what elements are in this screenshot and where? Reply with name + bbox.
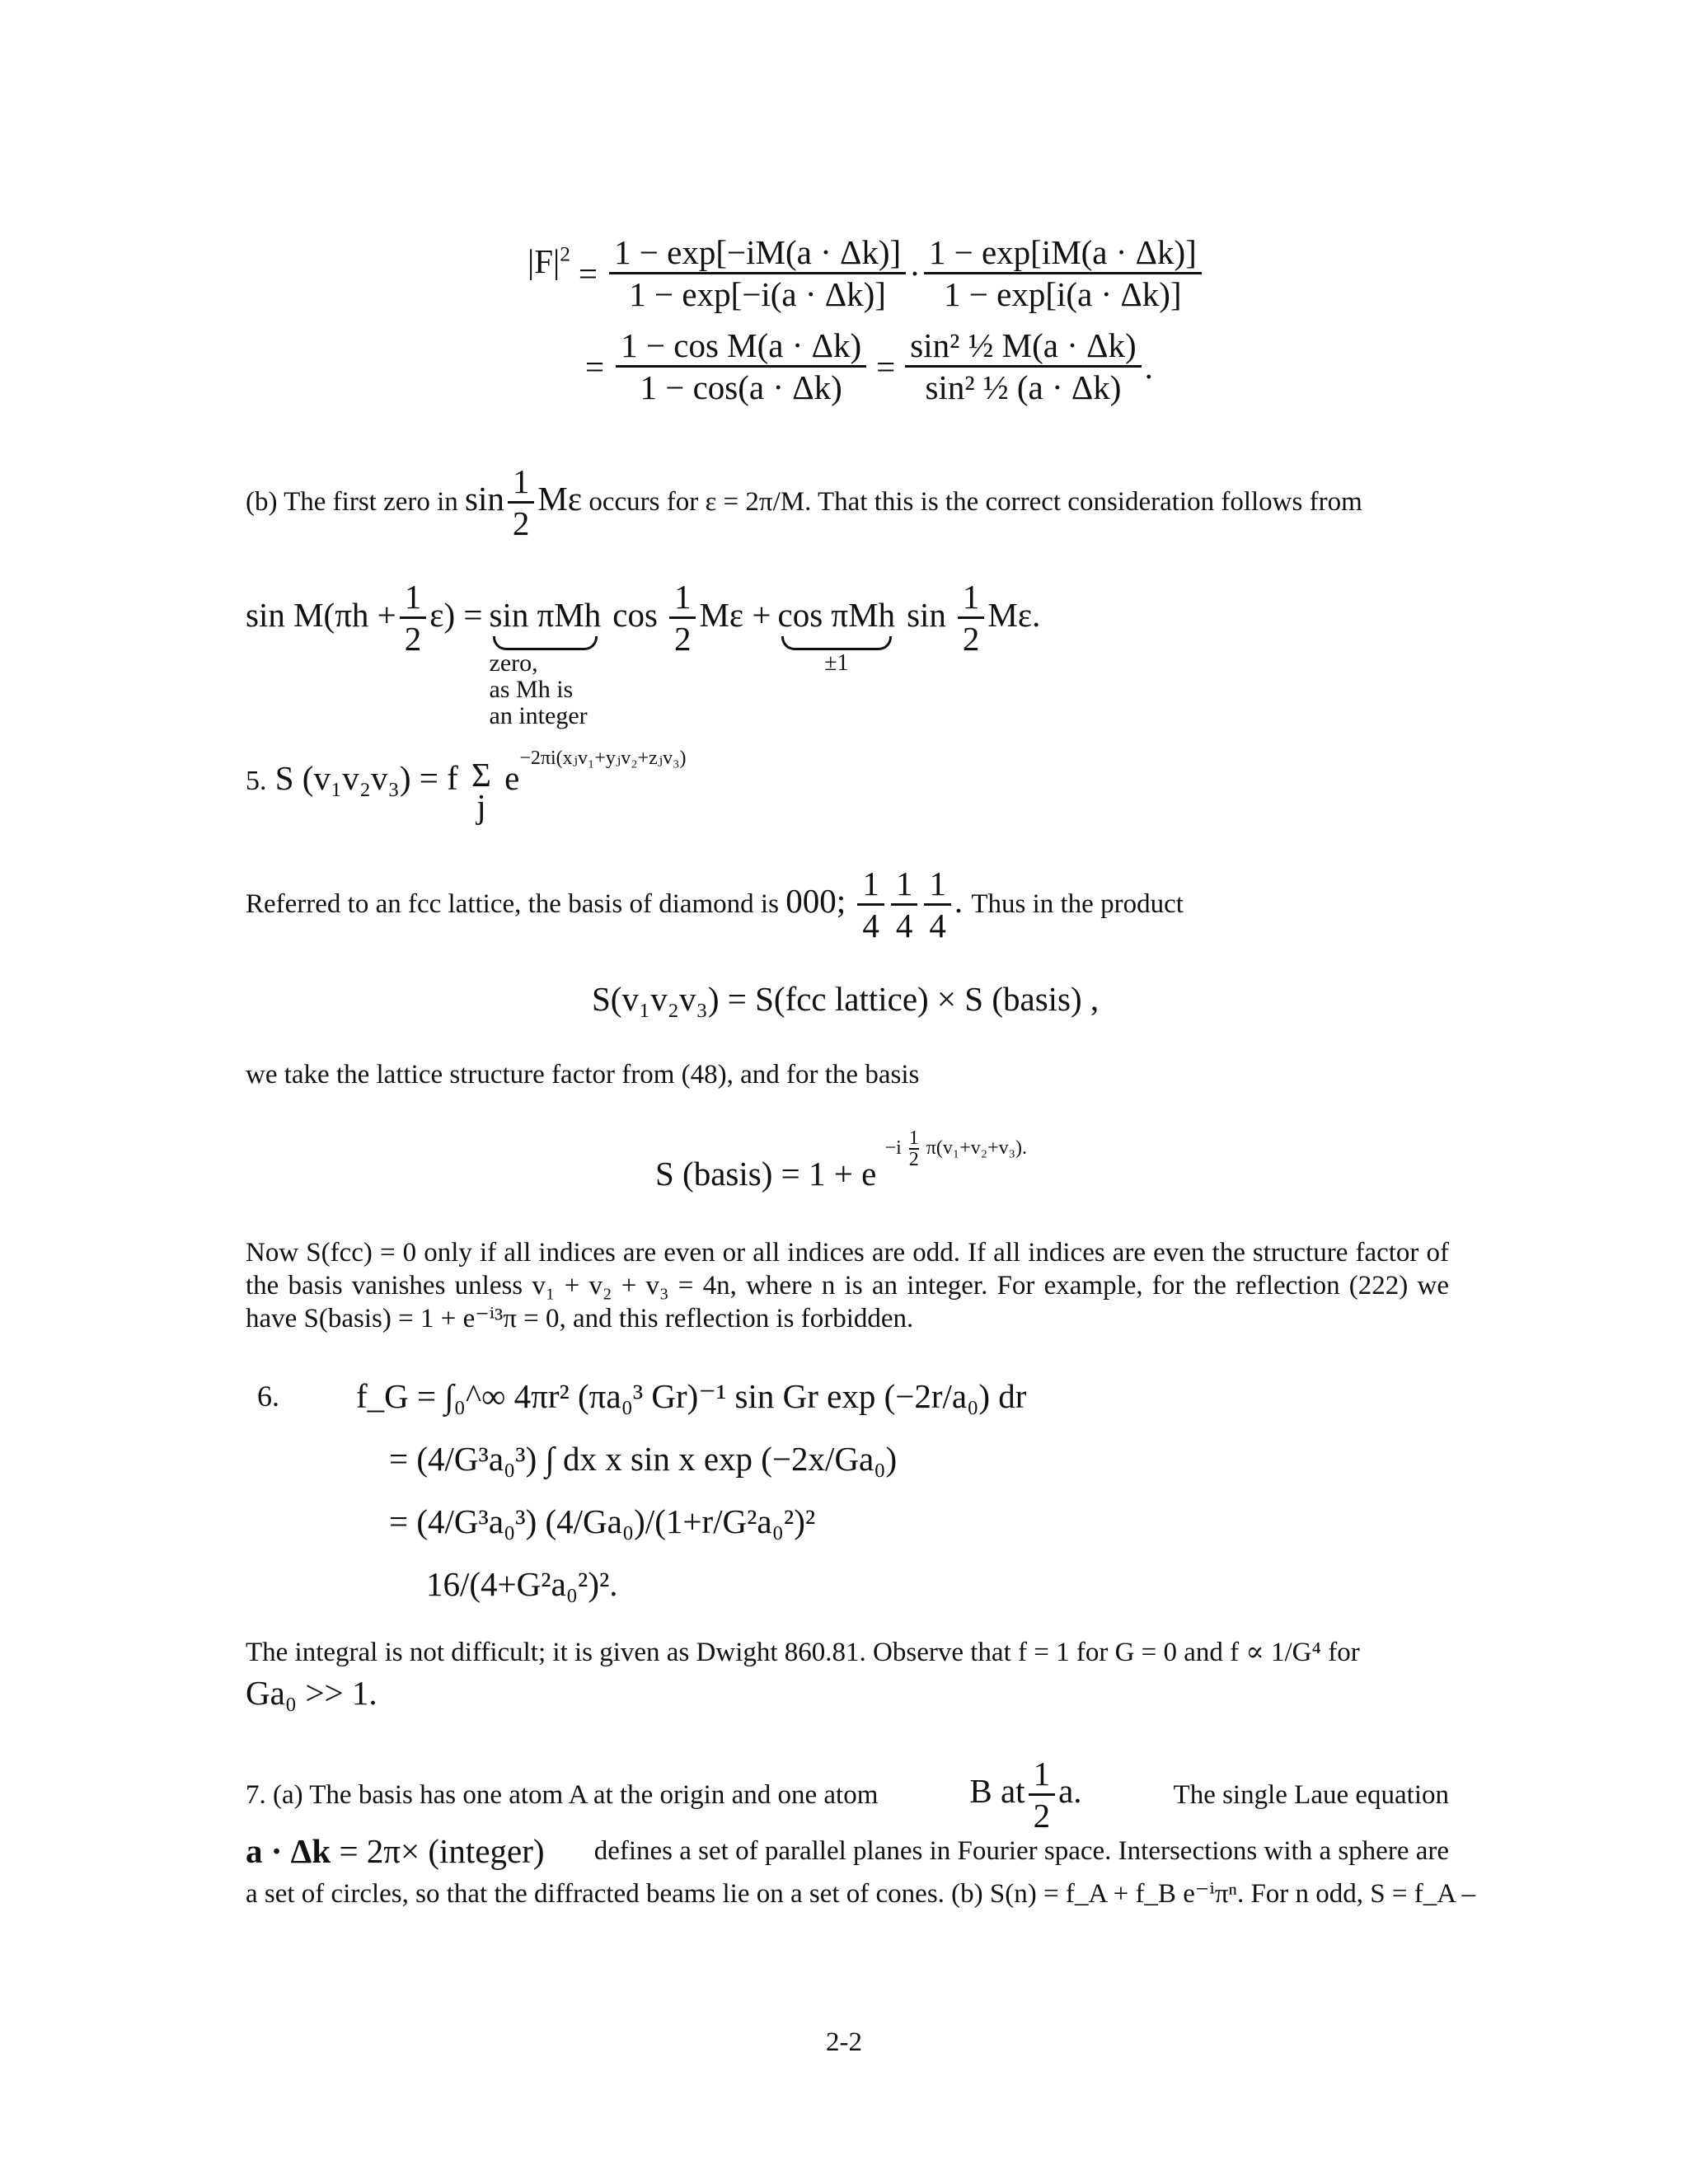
- note-integer: an integer: [489, 702, 588, 729]
- eq-F-num1: 1 − exp[−iM(a · Δk)]: [609, 232, 906, 274]
- eq-F-lhs: $|F|^2$: [528, 241, 570, 280]
- frac-num: 1: [508, 462, 535, 504]
- eq-cos-word: cos: [612, 596, 658, 634]
- para-integral: [246, 1636, 1449, 1669]
- frac-num: 1: [857, 864, 884, 906]
- eq-F-den1: 1 − exp[−i(a · Δk)]: [629, 275, 886, 313]
- eq6-line4: 16/(4+G²a₀²)².: [426, 1565, 618, 1603]
- frac-num: 1: [958, 577, 985, 619]
- para-basis: Referred to an fcc lattice, the basis of diamond is 000; $\frac{1}{4}$ $\frac{1}{4}$ $\frac{1}{4}$ . Thus in the product: [246, 865, 1184, 944]
- eq-product-text: S(v₁v₂v₃) = S(fcc lattice) × S (basis) ,: [592, 980, 1100, 1018]
- eq-basis: [655, 1127, 1282, 1193]
- eq-sin-lhs-end: ε) =: [429, 596, 483, 634]
- underbrace-zero: [490, 595, 602, 729]
- eq6-line2: = (4/G³a₀³) ∫ dx x sin x exp (−2x/Ga₀): [389, 1440, 898, 1478]
- part-b-M-epsilon: Mε: [537, 479, 583, 518]
- frac-num: 1: [924, 864, 951, 906]
- eq6-line1: f_G = ∫₀^∞ 4πr² (πa₀³ Gr)⁻¹ sin Gr exp (−2r/a₀) dr: [356, 1377, 1027, 1415]
- frac-den: 2: [512, 504, 530, 542]
- eq-end: Mε.: [987, 596, 1041, 634]
- eq5-e: e: [504, 759, 520, 797]
- eq-F-num3: 1 − cos M(a · Δk): [616, 326, 866, 368]
- frac-num: 1: [1029, 1754, 1056, 1796]
- eq-F-num4: sin² ½ M(a · Δk): [905, 326, 1141, 368]
- underbrace-pm: [778, 595, 896, 677]
- problem-5-number: 5.: [246, 766, 267, 796]
- eq-product: [592, 979, 1169, 1019]
- eq-F-den3: 1 − cos(a · Δk): [640, 368, 842, 406]
- para7-laue: The single Laue equation: [1173, 1779, 1449, 1810]
- para7-b-at: B at: [969, 1771, 1025, 1810]
- note-pm-one: ±1: [824, 650, 849, 676]
- para-lattice: [246, 1058, 1449, 1091]
- frac-den: 4: [929, 907, 946, 944]
- para7-2pi-integer: = 2π× (integer): [339, 1832, 545, 1870]
- frac-den: 2: [962, 620, 980, 658]
- frac-den: 2: [404, 620, 422, 658]
- para-fcc-text: Now S(fcc) = 0 only if all indices are even or all indices are odd. If all indices are even the structure factor of the basis vanishes unless v₁ + v₂ + v₃ = 4n, where n is an integer. For example, for the reflection (222) we have S(basis) = 1 + e⁻ⁱ³π = 0, and this reflection is forbidden.: [246, 1238, 1449, 1333]
- para-7-line2: [246, 1831, 1449, 1871]
- eq-sin-lhs: sin M(πh +: [246, 596, 396, 634]
- part-b-intro: (b) The first zero in: [246, 486, 458, 517]
- eq-sin-word: sin: [907, 596, 946, 634]
- basis-zeros: 000;: [785, 881, 846, 920]
- frac-num: 1: [400, 577, 427, 619]
- para-7-line3: [246, 1877, 1476, 1910]
- para-7-line1: [246, 1754, 1449, 1835]
- part-b-sin: sin: [465, 479, 504, 518]
- eq5-lhs: S (v₁v₂v₃) = f: [274, 759, 458, 797]
- para-integral-cont: [246, 1673, 377, 1713]
- eq-basis-lhs: S (basis) = 1 + e: [655, 1155, 877, 1193]
- para7-a-dot-dk: a · Δk: [246, 1832, 331, 1870]
- para-basis-after: Thus in the product: [971, 888, 1184, 919]
- frac-den: 2: [1033, 1797, 1051, 1835]
- para-fcc: [246, 1236, 1449, 1335]
- eq-sin-expansion: [246, 577, 1400, 729]
- eq-F-den4: sin² ½ (a · Δk): [925, 368, 1122, 406]
- frac-den: 4: [895, 907, 913, 944]
- eq-F-squared: $|F|^2$ = $\frac{1 - \exp[-iM(a \cdot \Delta k)]}{1 - \exp[-i(a \cdot \Delta k)]}$ · $\frac{1 - \exp[iM(a \cdot \Delta k)]}{1 - \exp[i(a \cdot \Delta k)]}$ = $\frac{\text{1 − cos M(a · Δk)}}{1 - \cos(a \cdot \Delta k)}$ = $\frac{\text{sin² ½ M(a · Δk)}}{\text{sin² ½ (a · Δk)}}$ .: [528, 232, 1154, 407]
- eq-problem-6: [257, 1376, 1329, 1604]
- frac-num: 1: [669, 577, 696, 619]
- page-number: [0, 2026, 1688, 2059]
- eq-problem-5: [246, 748, 987, 825]
- part-b-rest: occurs for ε = 2π/M. That this is the correct consideration follows from: [588, 486, 1362, 517]
- note-as-mh: as Mh is: [489, 676, 574, 703]
- eq-basis-exp-pre: −i: [884, 1137, 902, 1159]
- eq-cos-term: cos πMh: [777, 596, 896, 634]
- frac-den: 4: [862, 907, 879, 944]
- para7-defines: defines a set of parallel planes in Fourier space. Intersections with a sphere are: [593, 1836, 1449, 1866]
- frac-den: 2: [908, 1149, 919, 1171]
- para-lattice-text: we take the lattice structure factor from (48), and for the basis: [246, 1060, 920, 1090]
- eq-F-den2: 1 − exp[i(a · Δk)]: [944, 275, 1182, 313]
- part-b-paragraph: [246, 462, 1449, 543]
- sigma-symbol: Σ: [471, 756, 491, 794]
- eq-mid: Mε +: [699, 596, 771, 634]
- eq6-line3: = (4/G³a₀³) (4/Ga₀)/(1+r/G²a₀²)²: [389, 1502, 816, 1540]
- problem-6-number: 6.: [257, 1380, 279, 1413]
- frac-den: 2: [673, 620, 692, 658]
- para-integral-text: The integral is not difficult; it is given as Dwight 860.81. Observe that f = 1 for G = 0 and f ∝ 1/G⁴ for: [246, 1638, 1360, 1667]
- para7-circles: a set of circles, so that the diffracted beams lie on a set of cones. (b) S(n) = f_A + f_B e⁻ⁱπⁿ. For n odd, S = f_A –: [246, 1879, 1476, 1909]
- eq-sin-term: sin πMh: [489, 596, 602, 634]
- para7-a: a.: [1058, 1771, 1082, 1810]
- para-integral-ga0: Ga₀ >> 1.: [246, 1674, 377, 1712]
- sigma-index: j: [476, 787, 486, 825]
- frac-num: 1: [908, 1127, 919, 1150]
- eq-F-num2: 1 − exp[iM(a · Δk)]: [924, 232, 1202, 274]
- para-basis-text: Referred to an fcc lattice, the basis of diamond is: [246, 888, 779, 919]
- frac-num: 1: [891, 864, 918, 906]
- page-number-text: 2-2: [826, 2027, 862, 2057]
- para7-intro: 7. (a) The basis has one atom A at the origin and one atom: [246, 1779, 879, 1810]
- eq-basis-exp-post: π(v₁+v₂+v₃).: [926, 1137, 1028, 1159]
- note-zero: zero,: [489, 649, 538, 677]
- eq5-exponent: −2πi(xⱼv₁+yⱼv₂+zⱼv₃): [519, 748, 687, 770]
